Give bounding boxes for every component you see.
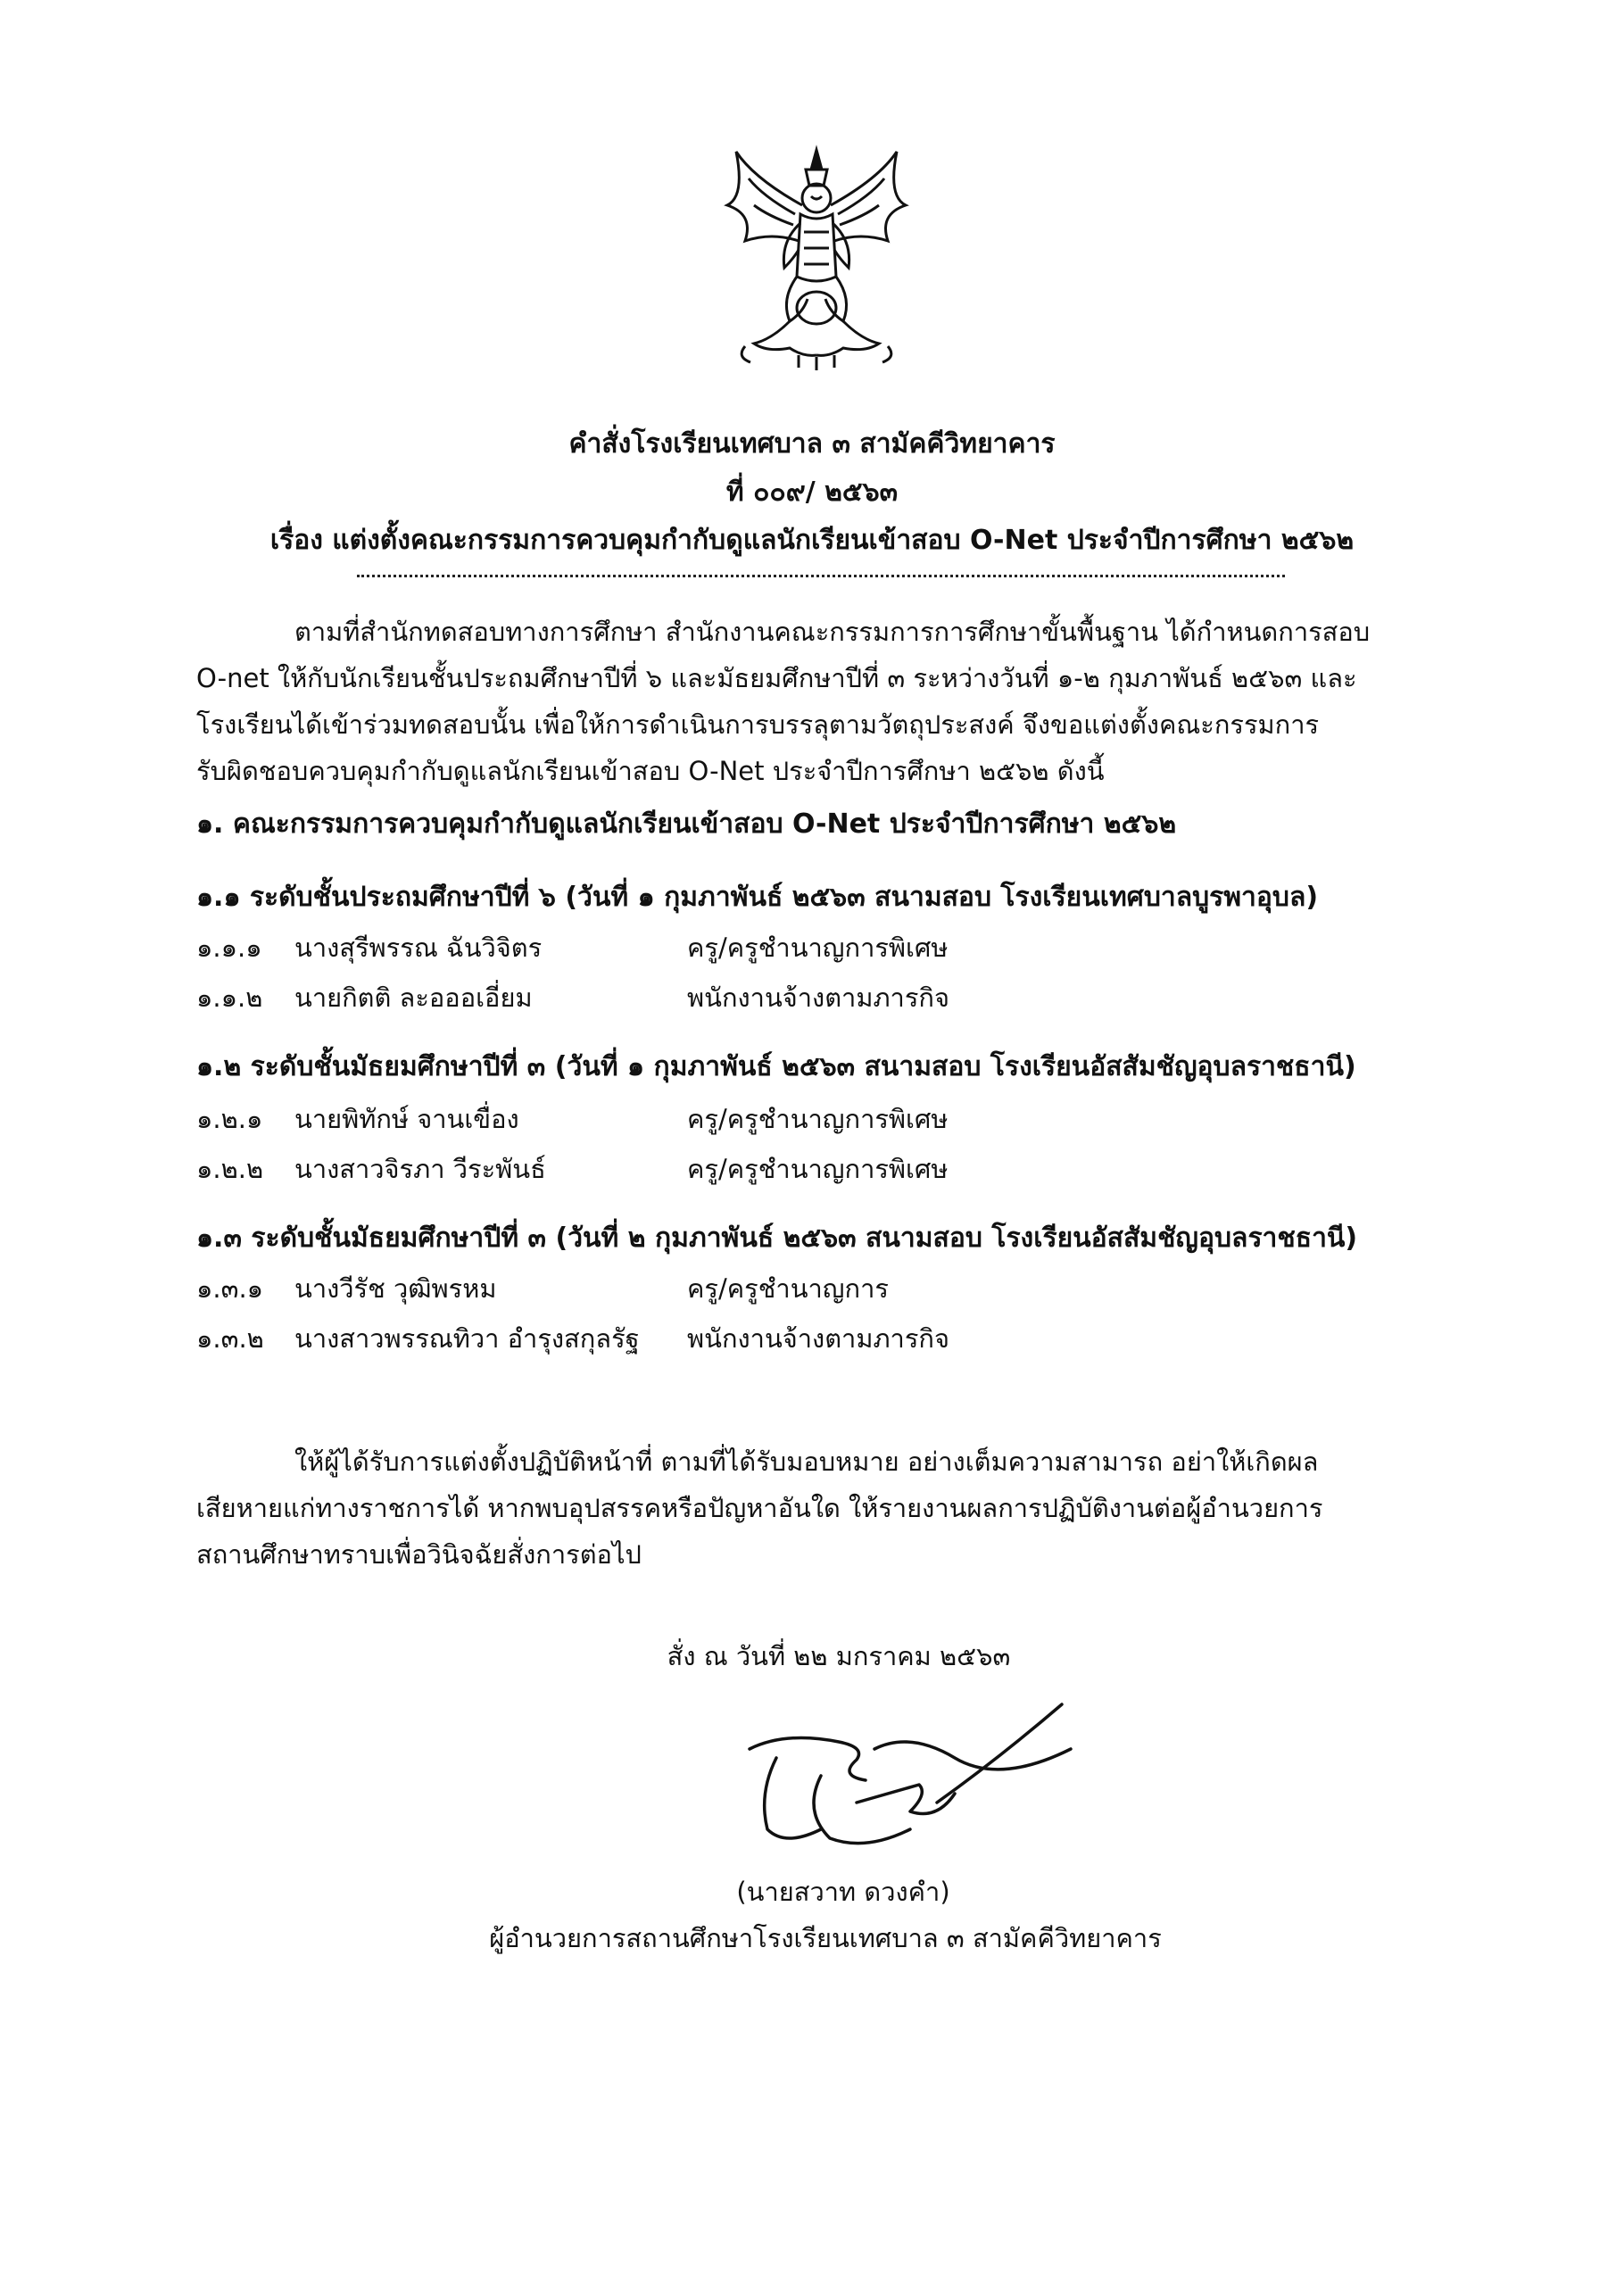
member-role: พนักงานจ้างตามภารกิจ: [687, 1323, 949, 1354]
group-heading: ๑.๒ ระดับชั้นมัธยมศึกษาปีที่ ๓ (วันที่ ๑ กุมภาพันธ์ ๒๕๖๓ สนามสอบ โรงเรียนอัสสัมชัญอุบลราชธานี): [196, 1051, 1356, 1082]
member-role: ครู/ครูชำนาญการ: [687, 1273, 889, 1304]
member-role: พนักงานจ้างตามภารกิจ: [687, 982, 949, 1013]
signer-position: ผู้อำนวยการสถานศึกษาโรงเรียนเทศบาล ๓ สามัคคีวิทยาคาร: [489, 1923, 1162, 1953]
closing-paragraph: [196, 1438, 1463, 1578]
intro-line: รับผิดชอบควบคุมกำกับดูแลนักเรียนเข้าสอบ O-Net ประจำปีการศึกษา ๒๕๖๒ ดังนี้: [196, 756, 1105, 786]
member-row: [196, 1149, 1446, 1189]
dotted-divider: [357, 575, 1285, 581]
order-subject: เรื่อง แต่งตั้งคณะกรรมการควบคุมกำกับดูแลนักเรียนเข้าสอบ O-Net ประจำปีการศึกษา ๒๕๖๒: [269, 525, 1355, 556]
order-title: คำสั่งโรงเรียนเทศบาล ๓ สามัคคีวิทยาคาร: [568, 428, 1056, 460]
order-number: ที่ ๐๐๙/ ๒๕๖๓: [725, 477, 899, 508]
member-name: นายกิตติ ละอออเอี่ยม: [294, 982, 533, 1013]
section-heading: ๑. คณะกรรมการควบคุมกำกับดูแลนักเรียนเข้าสอบ O-Net ประจำปีการศึกษา ๒๕๖๒: [196, 808, 1177, 840]
member-number: ๑.๑.๒: [196, 982, 263, 1013]
member-name: นางสาวจิรภา วีระพันธ์: [294, 1154, 546, 1184]
intro-paragraph: [196, 609, 1463, 794]
member-row: [196, 1099, 1446, 1139]
handwritten-signature: [732, 1695, 1089, 1865]
member-row: [196, 1319, 1446, 1358]
member-row: [196, 978, 1446, 1017]
intro-line: ตามที่สำนักทดสอบทางการศึกษา สำนักงานคณะกรรมการการศึกษาขั้นพื้นฐาน ได้กำหนดการสอบ: [294, 617, 1371, 647]
member-role: ครู/ครูชำนาญการพิเศษ: [687, 932, 949, 963]
closing-line: สถานศึกษาทราบเพื่อวินิจฉัยสั่งการต่อไป: [196, 1539, 642, 1570]
garuda-emblem-icon: [718, 143, 915, 375]
member-row: [196, 928, 1446, 967]
member-name: นางวีรัช วุฒิพรหม: [294, 1273, 497, 1304]
member-role: ครู/ครูชำนาญการพิเศษ: [687, 1104, 949, 1134]
member-name: นายพิทักษ์ จานเขื่อง: [294, 1104, 519, 1134]
member-role: ครู/ครูชำนาญการพิเศษ: [687, 1154, 949, 1184]
intro-line: โรงเรียนได้เข้าร่วมทดสอบนั้น เพื่อให้การดำเนินการบรรลุตามวัตถุประสงค์ จึงขอแต่งตั้งคณะกรรมการ: [196, 709, 1320, 740]
closing-line: เสียหายแก่ทางราชการได้ หากพบอุปสรรคหรือปัญหาอันใด ให้รายงานผลการปฏิบัติงานต่อผู้อำนวยการ: [196, 1493, 1323, 1523]
order-date: สั่ง ณ วันที่ ๒๒ มกราคม ๒๕๖๓: [667, 1641, 1011, 1671]
member-number: ๑.๓.๑: [196, 1273, 264, 1304]
closing-line: ให้ผู้ได้รับการแต่งตั้งปฏิบัติหน้าที่ ตามที่ได้รับมอบหมาย อย่างเต็มความสามารถ อย่าให้เกิดผล: [294, 1446, 1319, 1477]
member-number: ๑.๒.๑: [196, 1104, 263, 1134]
member-name: นางสาวพรรณทิวา อำรุงสกุลรัฐ: [294, 1323, 640, 1354]
signer-name: (นายสวาท ดวงคำ): [736, 1877, 950, 1907]
member-name: นางสุรีพรรณ ฉันวิจิตร: [294, 932, 543, 963]
group-heading: ๑.๓ ระดับชั้นมัธยมศึกษาปีที่ ๓ (วันที่ ๒ กุมภาพันธ์ ๒๕๖๓ สนามสอบ โรงเรียนอัสสัมชัญอุบลราชธานี): [196, 1223, 1358, 1254]
member-number: ๑.๓.๒: [196, 1323, 264, 1354]
intro-line: O-net ให้กับนักเรียนชั้นประถมศึกษาปีที่ ๖ และมัธยมศึกษาปีที่ ๓ ระหว่างวันที่ ๑-๒ กุมภาพันธ์ ๒๕๖๓ และ: [196, 663, 1357, 693]
member-number: ๑.๑.๑: [196, 932, 262, 963]
member-row: [196, 1269, 1446, 1308]
member-number: ๑.๒.๒: [196, 1154, 264, 1184]
group-heading: ๑.๑ ระดับชั้นประถมศึกษาปีที่ ๖ (วันที่ ๑ กุมภาพันธ์ ๒๕๖๓ สนามสอบ โรงเรียนเทศบาลบูรพาอุบล): [196, 882, 1319, 913]
